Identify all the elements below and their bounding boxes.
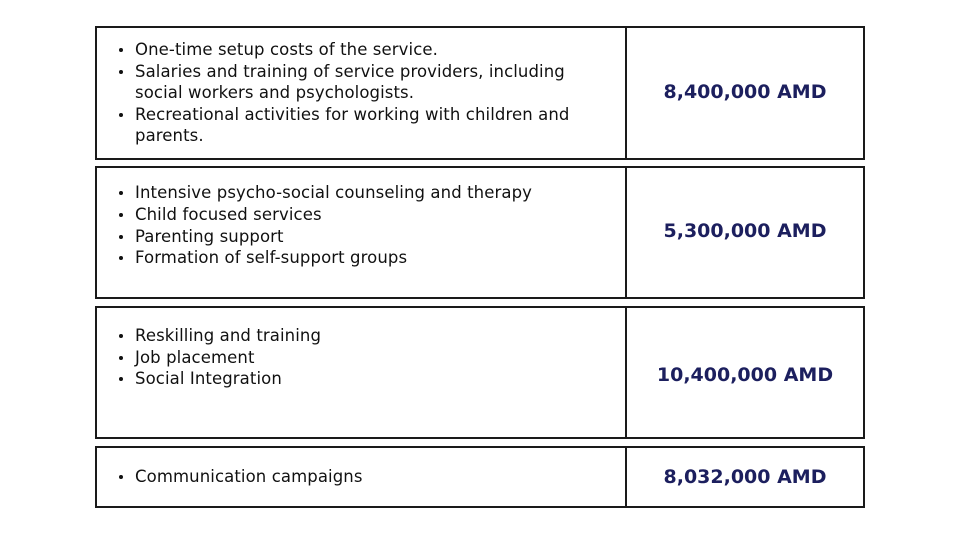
row-amount: 8,400,000 AMD (663, 81, 827, 103)
list-item: Social Integration (115, 368, 321, 390)
list-item: Communication campaigns (115, 466, 363, 488)
row-amount: 10,400,000 AMD (656, 364, 834, 386)
budget-row-communication (95, 446, 865, 508)
row-amount: 8,032,000 AMD (663, 466, 827, 488)
list-item: Formation of self-support groups (115, 247, 532, 269)
budget-row-setup (95, 26, 865, 160)
row-description (97, 168, 627, 297)
list-item: Recreational activities for working with children and parents. (115, 104, 615, 147)
list-item: Intensive psycho-social counseling and therapy (115, 182, 532, 204)
bullet-list (115, 182, 532, 268)
list-item: Child focused services (115, 204, 532, 226)
bullet-list (115, 325, 321, 390)
list-item: One-time setup costs of the service. (115, 39, 615, 61)
list-item: Reskilling and training (115, 325, 321, 347)
bullet-list (115, 466, 363, 488)
list-item: Salaries and training of service providers, including social workers and psychologists. (115, 61, 615, 104)
budget-row-reskilling (95, 306, 865, 439)
row-amount: 5,300,000 AMD (663, 219, 827, 242)
bullet-list (115, 39, 615, 147)
row-description (97, 28, 627, 158)
row-description (97, 448, 627, 506)
list-item: Parenting support (115, 226, 532, 248)
row-description (97, 308, 627, 437)
list-item: Job placement (115, 347, 321, 369)
budget-row-counseling (95, 166, 865, 299)
